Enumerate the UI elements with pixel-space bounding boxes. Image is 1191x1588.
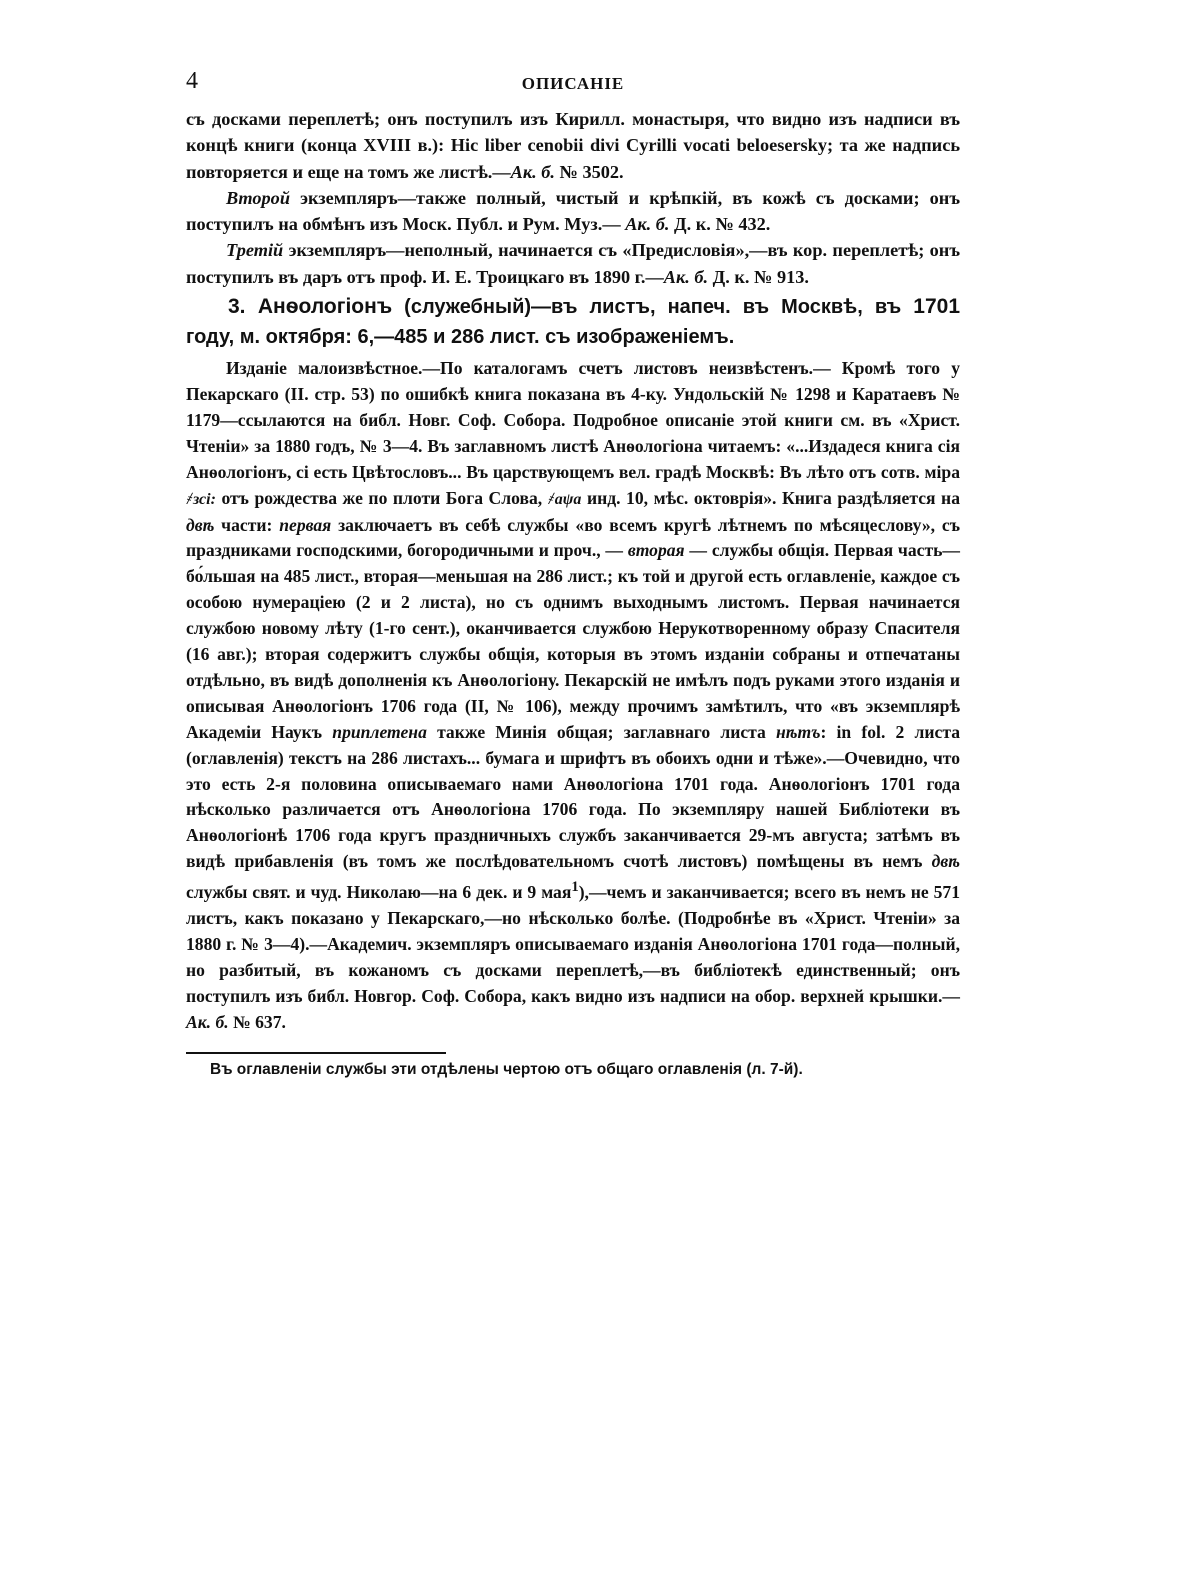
text: съ досками переплетѣ; онъ поступилъ изъ Кирилл. монастыря, что видно изъ надписи въ концѣ книги (конца XVIII в.): Hic liber cenobii divi Cyrilli vocati beloesersky; та же надпись повторяется и еще на томъ же листѣ.— — [186, 109, 960, 182]
footnote-marker: 1 — [571, 879, 579, 896]
page-number: 4 — [186, 68, 198, 94]
lead-word: Второй — [226, 187, 290, 208]
entry-details: году, м. октября: 6,—485 и 286 лист. съ изображеніемъ. — [186, 326, 735, 349]
text: экземпляръ—также полный, чистый и крѣпкій, въ кожѣ съ досками; онъ поступилъ на обмѣнъ изъ Моск. Публ. и Рум. Муз.— — [186, 187, 960, 235]
text: заключаетъ въ себѣ службы «во всемъ кругѣ лѣтнемъ по мѣсяцеслову», съ праздниками господскими, богородичными и проч., — — [186, 514, 960, 561]
emphasis: двѣ — [186, 514, 215, 535]
emphasis: двѣ — [931, 851, 960, 872]
text: отъ рождества же по плоти Бога Слова, — [215, 487, 548, 508]
paragraph-second-copy — [186, 185, 960, 238]
lead-word: Третій — [226, 240, 284, 261]
paragraph-first-copy — [186, 106, 960, 185]
text: службы свят. и чуд. Николаю—на 6 дек. и 9 мая — [186, 882, 572, 903]
running-title: ОПИСАНІЕ — [521, 74, 625, 93]
entry-number: 3. — [228, 295, 246, 319]
reference: Ак. б. — [510, 161, 555, 182]
footnote-rule — [186, 1052, 446, 1054]
entry-title: Анѳологіонъ — [245, 295, 393, 319]
text: : in fol. 2 листа (оглавленія) текстъ на 286 листахъ... бумага и шрифтъ въ обоихъ одни и тѣже».—Очевидно, что это есть 2-я половина описываемаго нами Анѳологіона 1701 года. Анѳологіонъ 1701 года нѣсколько различается отъ Анѳологіона 1706 года. По экземпляру нашей Библіотеки въ Анѳологіонѣ 1706 года кругъ праздничныхъ службъ заканчивается 29-мъ августа; затѣмъ въ видѣ прибавленія (въ томъ же послѣдовательномъ счотѣ листовъ) помѣщены въ немъ — [186, 721, 961, 872]
text: инд. 10, мѣс. октоврія». Книга раздѣляется на — [581, 487, 960, 508]
text: Д. к. № 913. — [708, 266, 809, 287]
reference: Ак. б. — [663, 266, 709, 287]
entry-details: (служебный)—въ листъ, напеч. въ Москвѣ, въ — [392, 296, 914, 319]
page-header — [186, 62, 960, 106]
emphasis: приплетена — [332, 721, 427, 742]
slavonic-date: ҂зсі: — [186, 490, 216, 508]
slavonic-date: ҂аψа — [547, 490, 582, 508]
page — [186, 62, 960, 1080]
text: экземпляръ—неполный, начинается съ «Предисловія»,—въ кор. переплетѣ; онъ поступилъ въ даръ отъ проф. И. Е. Троицкаго въ 1890 г.— — [186, 240, 960, 287]
footnote: Въ оглавленіи службы эти отдѣлены чертою отъ общаго оглавленія (л. 7-й). — [210, 1060, 803, 1078]
text: ),—чемъ и заканчивается; всего въ немъ не 571 листъ, какъ показано у Пекарскаго,—но нѣсколько болѣе. (Подробнѣе въ «Христ. Чтеніи» за 1880 г. № 3—4).—Академич. экземпляръ описываемаго изданія Анѳологіона 1701 года—полный, но разбитый, въ кожаномъ съ досками переплетѣ,—въ библіотекѣ единственный; онъ поступилъ изъ библ. Новгор. Соф. Собора, какъ видно изъ надписи на обор. верхней крышки.— — [186, 882, 960, 1006]
text: — службы общія. Первая часть—бо́льшая на 485 лист., вторая—меньшая на 286 лист.; къ той и другой есть оглавленіе, каждое съ особою нумераціею (2 и 2 листа), но съ однимъ выходнымъ листомъ. Первая начинается службою новому лѣту (1-го сент.), оканчивается службою Нерукотворенному образу Спасителя (16 авг.); вторая содержитъ службы общія, которыя въ этомъ изданіи собраны и отпечатаны отдѣльно, въ видѣ дополненія къ Анѳологіону. Пекарскій не имѣлъ подъ руками этого изданія и описывая Анѳологіонъ 1706 года (II, № 106), между прочимъ замѣтилъ, что «въ экземплярѣ Академіи Наукъ — [186, 540, 960, 742]
emphasis: первая — [279, 514, 332, 535]
text: № 3502. — [554, 161, 624, 182]
text: также Минія общая; заглавнаго листа — [426, 721, 776, 742]
reference: Ак. б. — [625, 214, 670, 235]
text: № 637. — [228, 1011, 286, 1032]
entry-year: 1701 — [913, 295, 960, 319]
entry-body — [186, 356, 960, 1035]
text: Д. к. № 432. — [669, 214, 771, 235]
text: Изданіе малоизвѣстное.—По каталогамъ счетъ листовъ неизвѣстенъ.— Кромѣ того у Пекарскаго (II. стр. 53) по ошибкѣ книга показана въ 4-ку. Ундольскій № 1298 и Каратаевъ № 1179—ссылаются на библ. Новг. Соф. Собора. Подробное описаніе этой книги см. въ «Христ. Чтеніи» за 1880 годъ, № 3—4. Въ заглавномъ листѣ Анѳологіона читаемъ: «...Издадеся книга сія Анѳологіонъ, сі есть Цвѣтословъ... Въ царствующемъ вел. градѣ Москвѣ: Въ лѣто отъ сотв. міра — [186, 358, 960, 482]
paragraph-third-copy — [186, 237, 960, 290]
entry-heading — [186, 292, 960, 352]
emphasis: вторая — [627, 540, 685, 561]
text: части: — [214, 514, 280, 535]
reference: Ак. б. — [186, 1011, 229, 1032]
emphasis: нѣтъ — [776, 721, 821, 742]
